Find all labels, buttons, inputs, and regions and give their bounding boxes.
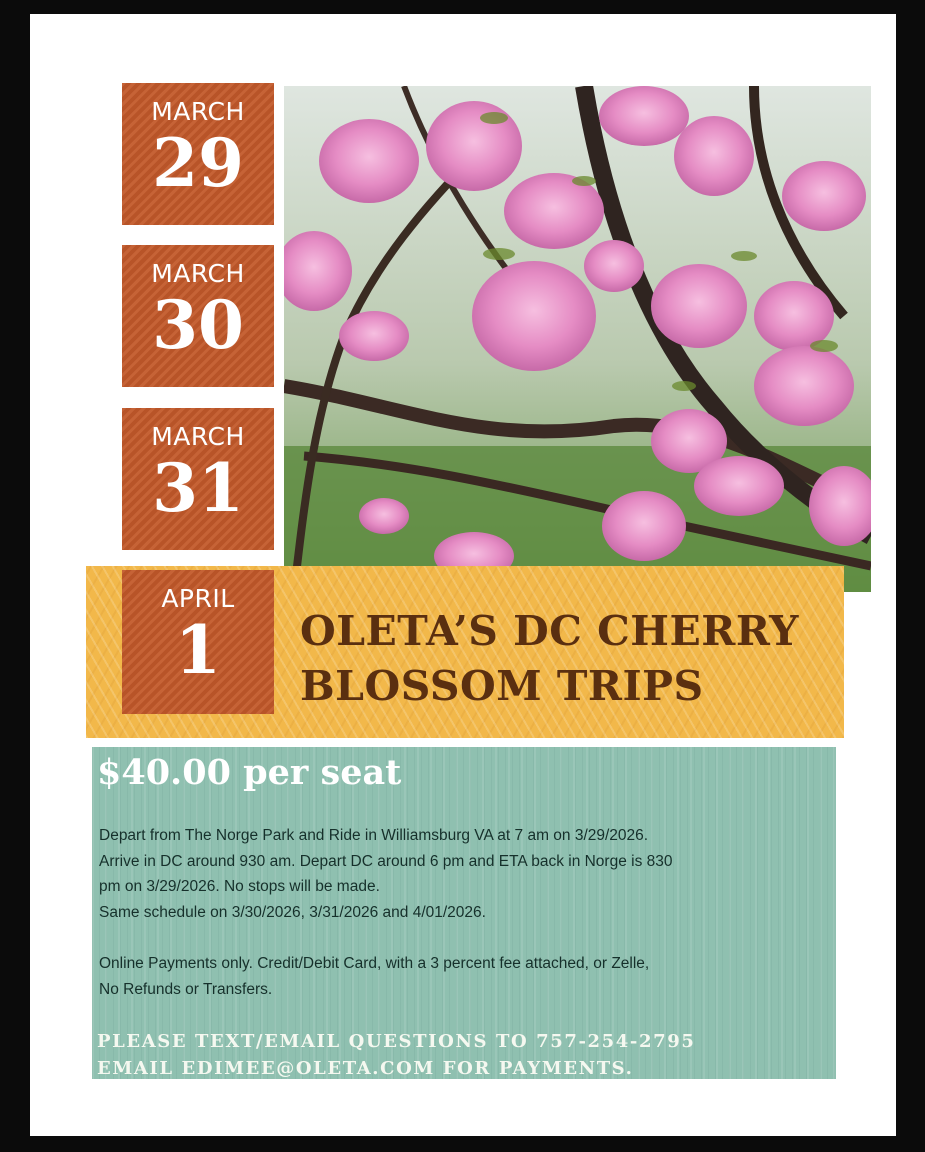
price-label: $40.00 per seat (97, 752, 402, 793)
cherry-blossom-photo (284, 86, 871, 592)
title-line-1: OLETA’S DC CHERRY (300, 607, 799, 655)
payment-line: Online Payments only. Credit/Debit Card, with a 3 percent fee attached, or Zelle, (99, 955, 650, 972)
trip-details (99, 823, 824, 925)
date-box-april-1 (122, 570, 274, 714)
detail-line: Depart from The Norge Park and Ride in Williamsburg VA at 7 am on 3/29/2026. (99, 827, 649, 844)
title-line-2: BLOSSOM TRIPS (300, 662, 704, 710)
contact-info (97, 1028, 696, 1082)
date-day: 30 (152, 286, 244, 364)
detail-line: pm on 3/29/2026. No stops will be made. (99, 878, 380, 895)
date-month: MARCH (151, 422, 245, 451)
date-box-march-30 (122, 245, 274, 387)
contact-line: EMAIL EDIMEE@OLETA.COM FOR PAYMENTS. (97, 1058, 634, 1079)
date-day: 1 (175, 611, 221, 689)
date-month: APRIL (161, 584, 235, 613)
contact-line: PLEASE TEXT/EMAIL QUESTIONS TO 757-254-2795 (97, 1031, 696, 1052)
payment-info (99, 951, 824, 1002)
date-day: 29 (152, 124, 244, 202)
payment-line: No Refunds or Transfers. (99, 980, 273, 998)
date-box-march-29 (122, 83, 274, 225)
flyer-title (300, 604, 840, 714)
date-box-march-31 (122, 408, 274, 550)
date-month: MARCH (151, 259, 245, 288)
date-month: MARCH (151, 97, 245, 126)
detail-line: Arrive in DC around 930 am. Depart DC around 6 pm and ETA back in Norge is 830 (99, 852, 673, 870)
date-day: 31 (152, 449, 244, 527)
detail-line: Same schedule on 3/30/2026, 3/31/2026 and 4/01/2026. (99, 903, 486, 921)
